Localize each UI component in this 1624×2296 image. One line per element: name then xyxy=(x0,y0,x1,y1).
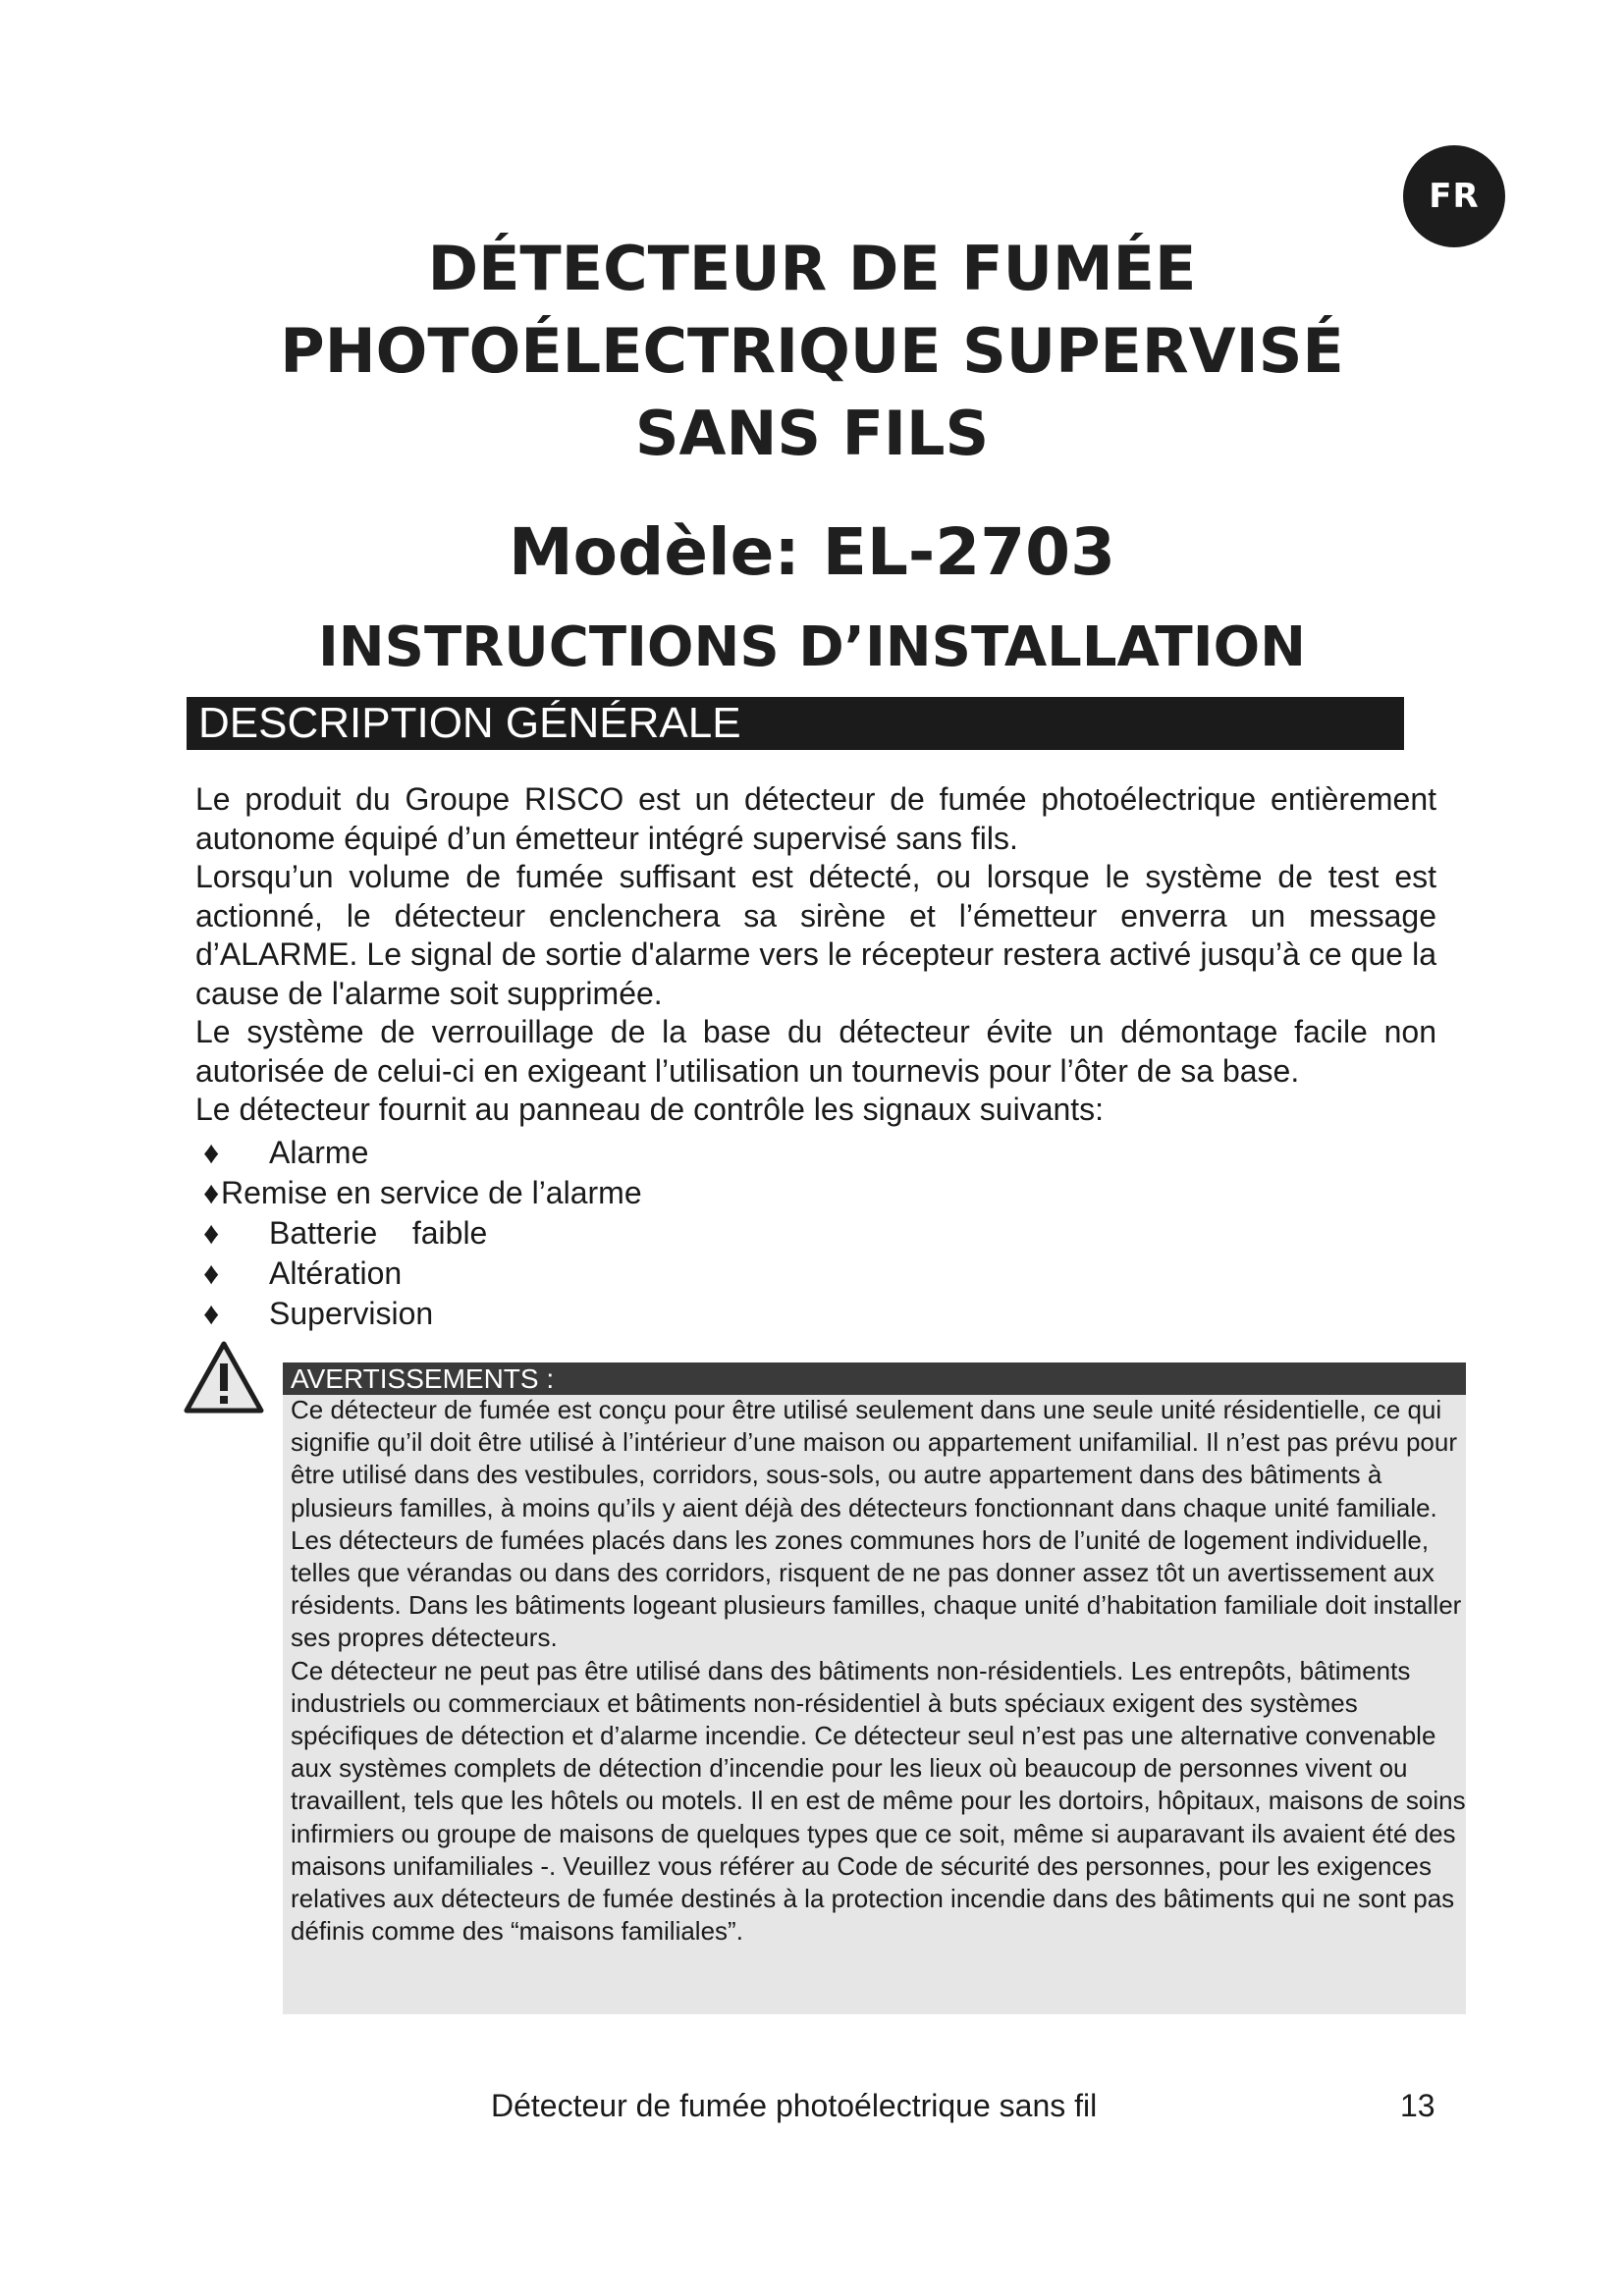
title-line-2: PHOTOÉLECTRIQUE SUPERVISÉ xyxy=(280,315,1344,387)
signal-label: Altération xyxy=(269,1255,403,1291)
title-line-1: DÉTECTEUR DE FUMÉE xyxy=(427,233,1197,304)
warning-heading: AVERTISSEMENTS : xyxy=(291,1363,555,1394)
warning-text xyxy=(291,1394,1474,1948)
list-item xyxy=(195,1254,1177,1294)
document-title xyxy=(0,228,1624,475)
section-heading-bar xyxy=(187,697,1404,750)
warning-paragraph: Ce détecteur ne peut pas être utilisé dans des bâtiments non-résidentiels. Les entrepôts, bâtiments industriels ou commerciaux et bâtiments non-résidentiel à buts spéciaux exigent des systèmes spécifiques de détection et d’alarme incendie. Ce détecteur seul n’est pas une alternative convenable aux systèmes complets de détection d’incendie pour les lieux où beaucoup de personnes vivent ou travaillent, tels que les hôtels ou motels. Il en est de même pour les dortoirs, hôpitaux, maisons de soins infirmiers ou groupe de maisons de quelques types que ce soit, même si auparavant ils avaient été des maisons unifamiliales -. Veuillez vous référer au Code de sécurité des personnes, pour les exigences relatives aux détecteurs de fumée destinés à la protection incendie dans des bâtiments qui ne sont pas définis comme des “maisons familiales”. xyxy=(291,1655,1466,1947)
description-paragraph: Le système de verrouillage de la base du détecteur évite un démontage facile non autorisée de celui-ci en exigeant l’utilisation un tournevis pour l’ôter de sa base. xyxy=(195,1014,1436,1089)
signal-label: Batterie faible xyxy=(269,1215,488,1251)
warning-heading-bar xyxy=(283,1362,1466,1395)
warning-paragraph: Ce détecteur de fumée est conçu pour être utilisé seulement dans une seule unité résidentielle, ce qui signifie qu’il doit être utilisé à l’intérieur d’une maison ou appartement unifamilial. Il n’est pas prévu pour être utilisé dans des vestibules, corridors, sous-sols, ou autre appartement dans des bâtiments à plusieurs familles, à moins qu’ils y aient déjà des détecteurs fonctionnant dans chaque unité familiale. Les détecteurs de fumées placés dans les zones communes hors de l’unité de logement individuelle, telles que vérandas ou dans des corridors, risquent de ne pas donner assez tôt un avertissement aux résidents. Dans les bâtiments logeant plusieurs familles, chaque unité d’habitation familiale doit installer ses propres détecteurs. xyxy=(291,1395,1462,1653)
list-item xyxy=(195,1133,1177,1173)
list-item xyxy=(195,1213,1177,1254)
signal-label: Remise en service de l’alarme xyxy=(221,1175,642,1210)
bullet-diamond-icon: ♦ xyxy=(203,1135,220,1170)
signal-list xyxy=(195,1133,1177,1334)
description-text xyxy=(195,780,1436,1130)
description-paragraph: Lorsqu’un volume de fumée suffisant est détecté, ou lorsque le système de test est actionné, le détecteur enclenchera sa sirène et l’émetteur enverra un message d’ALARME. Le signal de sortie d'alarme vers le récepteur restera activé jusqu’à ce que la cause de l'alarme soit supprimée. xyxy=(195,859,1436,1011)
bullet-diamond-icon: ♦ xyxy=(203,1255,220,1291)
warning-triangle-icon xyxy=(183,1340,265,1415)
list-item xyxy=(195,1294,1177,1334)
footer-title: Détecteur de fumée photoélectrique sans fil xyxy=(491,2088,1098,2123)
section-heading: DESCRIPTION GÉNÉRALE xyxy=(198,699,741,747)
bullet-diamond-icon: ♦ xyxy=(203,1296,220,1331)
page-number: 13 xyxy=(1400,2088,1435,2123)
bullet-diamond-icon: ♦ xyxy=(203,1215,220,1251)
signal-label: Supervision xyxy=(269,1296,434,1331)
language-code: FR xyxy=(1429,177,1480,216)
list-item xyxy=(195,1173,1177,1213)
description-paragraph: Le produit du Groupe RISCO est un détecteur de fumée photoélectrique entièrement autonome équipé d’un émetteur intégré supervisé sans fils. xyxy=(195,781,1436,856)
model-heading: Modèle: EL-2703 xyxy=(508,514,1115,590)
title-line-3: SANS FILS xyxy=(634,398,990,469)
description-paragraph: Le détecteur fournit au panneau de contrôle les signaux suivants: xyxy=(195,1092,1105,1127)
instructions-heading: INSTRUCTIONS D’INSTALLATION xyxy=(317,615,1307,679)
bullet-diamond-icon: ♦ xyxy=(203,1175,220,1210)
signal-label: Alarme xyxy=(269,1135,369,1170)
